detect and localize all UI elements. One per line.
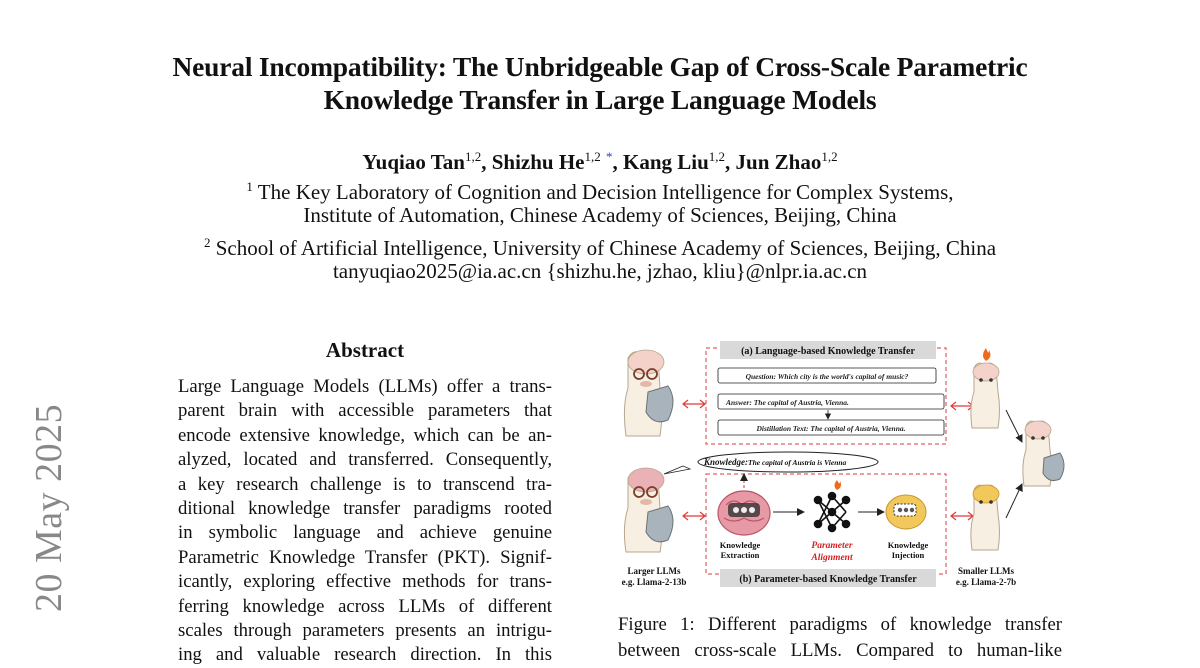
step3-line2: Injection (891, 550, 925, 560)
smaller-llms-label: Smaller LLMs (957, 566, 1015, 576)
step2-line2: Alignment (811, 553, 853, 563)
step1-line1: Knowledge (719, 540, 761, 550)
abstract-line: alyzed, located and transferred. Consequently, (178, 449, 552, 471)
flame-icon (835, 480, 842, 490)
figure-caption (618, 612, 1062, 664)
merge-arrow-top (1006, 410, 1022, 442)
author-name: Yuqiao Tan (362, 150, 465, 174)
abstract-heading: Abstract (325, 338, 405, 362)
answer-text: Answer: The capital of Austria, Vienna. (726, 398, 849, 407)
step1-line2: Extraction (720, 550, 760, 560)
svg-text:Knowledge:The capital of Austr (703, 457, 847, 467)
affil-number: 1 (246, 179, 253, 194)
affil-text: School of Artificial Intelligence, University of Chinese Academy of Sciences, Beijing, China (215, 236, 997, 260)
abstract-line: scales through parameters presents an intrigu- (178, 620, 552, 642)
panel-a-title: (a) Language-based Knowledge Transfer (741, 346, 915, 357)
bidirectional-arrow-left-top-icon (683, 400, 705, 408)
large-alpaca-top-icon (624, 350, 673, 436)
author-affil: 1,2 (821, 149, 838, 164)
abstract-line: parent brain with accessible parameters that (178, 400, 552, 422)
corresponding-mark[interactable]: * (606, 149, 613, 164)
author-affil: 1,2 (584, 149, 601, 164)
author-list: Yuqiao Tan$^{1,2}$, Shizhu He$^{1,2}$ *, Kang Liu$^{1,2}$, Jun Zhao$^{1,2}$ (362, 149, 838, 174)
larger-llms-example: e.g. Llama-2-13b (621, 577, 687, 587)
abstract-line: ferring knowledge across LLMs of different (178, 595, 552, 617)
bidirectional-arrow-right-top-icon (951, 402, 973, 410)
panel-b-title: (b) Parameter-based Knowledge Transfer (739, 574, 917, 585)
title-line-1: Neural Incompatibility: The Unbridgeable Gap of Cross-Scale Parametric (172, 51, 1028, 82)
affil-text: The Key Laboratory of Cognition and Decision Intelligence for Complex Systems, (257, 180, 954, 204)
abstract-line: a key research challenge is to transcend tra- (178, 473, 552, 495)
bidirectional-arrow-right-bottom-icon (951, 512, 973, 520)
small-alpaca-top-icon (971, 348, 1000, 428)
smaller-llms-example: e.g. Llama-2-7b (955, 577, 1017, 587)
neural-network-icon (815, 493, 850, 532)
knowledge-text: The capital of Austria is Vienna (748, 458, 847, 467)
author-emails: tanyuqiao2025@ia.ac.cn {shizhu.he, jzhao, kliu}@nlpr.ia.ac.cn (332, 259, 868, 283)
affil-number: 2 (203, 235, 211, 250)
knowledge-label: Knowledge: (704, 457, 748, 467)
title-line-2: Knowledge Transfer in Large Language Models (323, 84, 877, 115)
author-affil: 1,2 (464, 149, 482, 164)
step3-line1: Knowledge (887, 540, 929, 550)
affiliation-1-line-2: Institute of Automation, Chinese Academy of Sciences, Beijing, China (303, 203, 897, 227)
merge-arrow-bottom (1006, 484, 1022, 518)
caption-line: Figure 1: Different paradigms of knowledge transfer (618, 614, 1062, 635)
abstract-body (178, 375, 552, 668)
injection-head-icon (886, 495, 926, 529)
brain-icon (718, 491, 770, 535)
bidirectional-arrow-left-bottom-icon (683, 512, 705, 520)
question-text: Question: Which city is the world's capital of music? (745, 372, 909, 381)
step2-line1: Parameter (811, 541, 853, 551)
author-name: Jun Zhao (735, 150, 822, 174)
abstract-line: Parametric Knowledge Transfer (PKT). Signif- (178, 546, 552, 568)
result-alpaca-icon (1023, 421, 1064, 486)
caption-line: between cross-scale LLMs. Compared to human-like (618, 640, 1062, 661)
abstract-line: ing and valuable research direction. In this (178, 644, 552, 666)
abstract-line: encode extensive knowledge, which can be an- (178, 424, 552, 446)
larger-llms-label: Larger LLMs (627, 566, 681, 576)
abstract-line: Large Language Models (LLMs) offer a trans- (178, 376, 552, 397)
abstract-line: icantly, exploring effective methods for trans- (178, 571, 552, 593)
small-alpaca-bottom-icon (971, 485, 1000, 550)
abstract-line: in symbolic language and achieve genuine (178, 522, 552, 544)
large-alpaca-bottom-icon (624, 468, 673, 552)
arxiv-date-stamp: 20 May 2025 (28, 403, 70, 612)
paper-title (0, 50, 1200, 116)
distillation-text: Distillation Text: The capital of Austria, Vienna. (756, 424, 906, 433)
author-name: Shizhu He (491, 150, 585, 174)
author-affil: 1,2 (708, 149, 726, 164)
author-name: Kang Liu (623, 150, 709, 174)
figure-1 (618, 340, 1068, 590)
abstract-line: ditional knowledge transfer paradigms rooted (178, 498, 552, 520)
